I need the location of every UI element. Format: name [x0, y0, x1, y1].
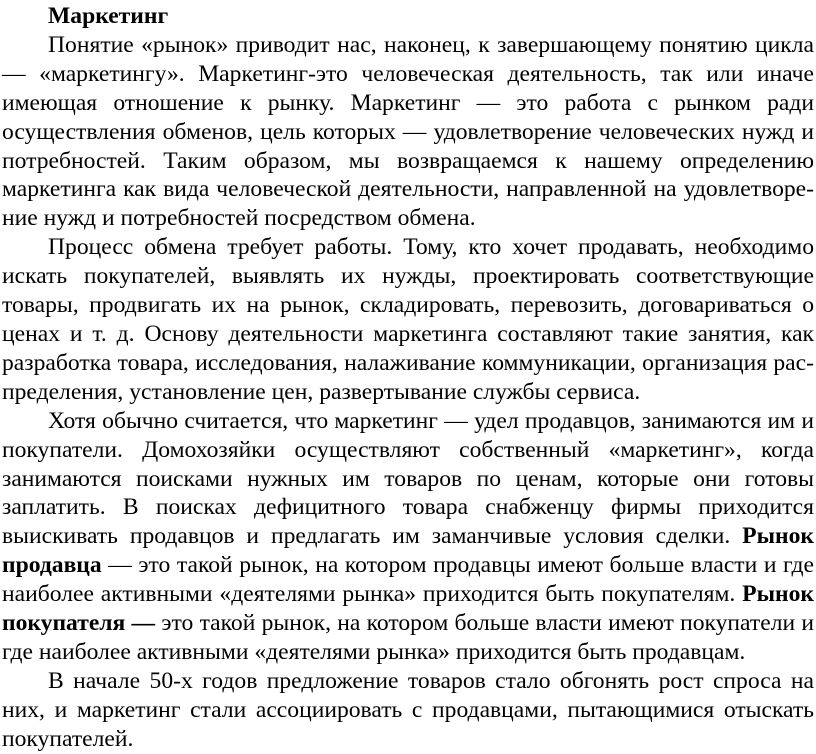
paragraph-text: В начале 50-х годов предложение товаров стало обгонять рост спроса на них, и маркетинг стали ассоциировать с продавцами, пытающимися отыскать покупателей. — [2, 667, 814, 752]
paragraph-2 — [2, 233, 814, 406]
paragraph-text: это такой рынок, на котором больше власти имеют покупатели и где наиболее активными «деятелями рынка» приходится быть продавцам. — [2, 610, 814, 665]
paragraph-text: Хотя обычно считается, что маркетинг — удел продавцов, занимаются им и покупатели. Домохозяйки осуществляют собственный «маркетинг», когда занимаются поисками нужных им товаров по ценам, которые они готовы заплатить. В поисках дефицитного товара снабженцу фирмы приходится выискивать продавцов и предлагать им заманчивые условия сделки. — [2, 407, 814, 550]
term-buyer-market: Рынок покупателя — — [2, 581, 814, 637]
document-title: Маркетинг — [48, 3, 169, 29]
term-seller-market: Рынок продавца — [2, 523, 814, 579]
paragraph-text: — это такой рынок, на котором продавцы имеют больше власти и где наиболее активными «деятелями рынка» приходится быть покупателям. — [2, 552, 814, 608]
paragraph-3 — [2, 407, 814, 667]
paragraph-4 — [2, 667, 814, 754]
paragraph-text: Процесс обмена требует работы. Тому, кто хочет продавать, необходимо искать покупателей, выявлять их нужды, проектировать соответствующие товары, продвигать их на рынок, складировать, перевозить, договариваться о ценах и т. д. Основу деятельности маркетинга составляют такие занятия, как разработка товара, исследования, налаживание коммуникации, организация распределения, установление цен, развертывание службы сервиса. — [2, 234, 814, 405]
paragraph-1 — [2, 31, 814, 233]
paragraph-text: Понятие «рынок» приводит нас, наконец, к завершающему понятию цикла — «маркетингу». Маркетинг-это человеческая деятельность, так или иначе имеющая отношение к рынку. Маркетинг — это работа с рынком ради осуществления обменов, цель которых — удовлетворение человеческих нужд и потребностей. Таким образом, мы возвращаемся к нашему определению маркетинга как вида человеческой деятельности, направленной на удовлетворение нужд и потребностей посредством обмена. — [2, 31, 814, 232]
